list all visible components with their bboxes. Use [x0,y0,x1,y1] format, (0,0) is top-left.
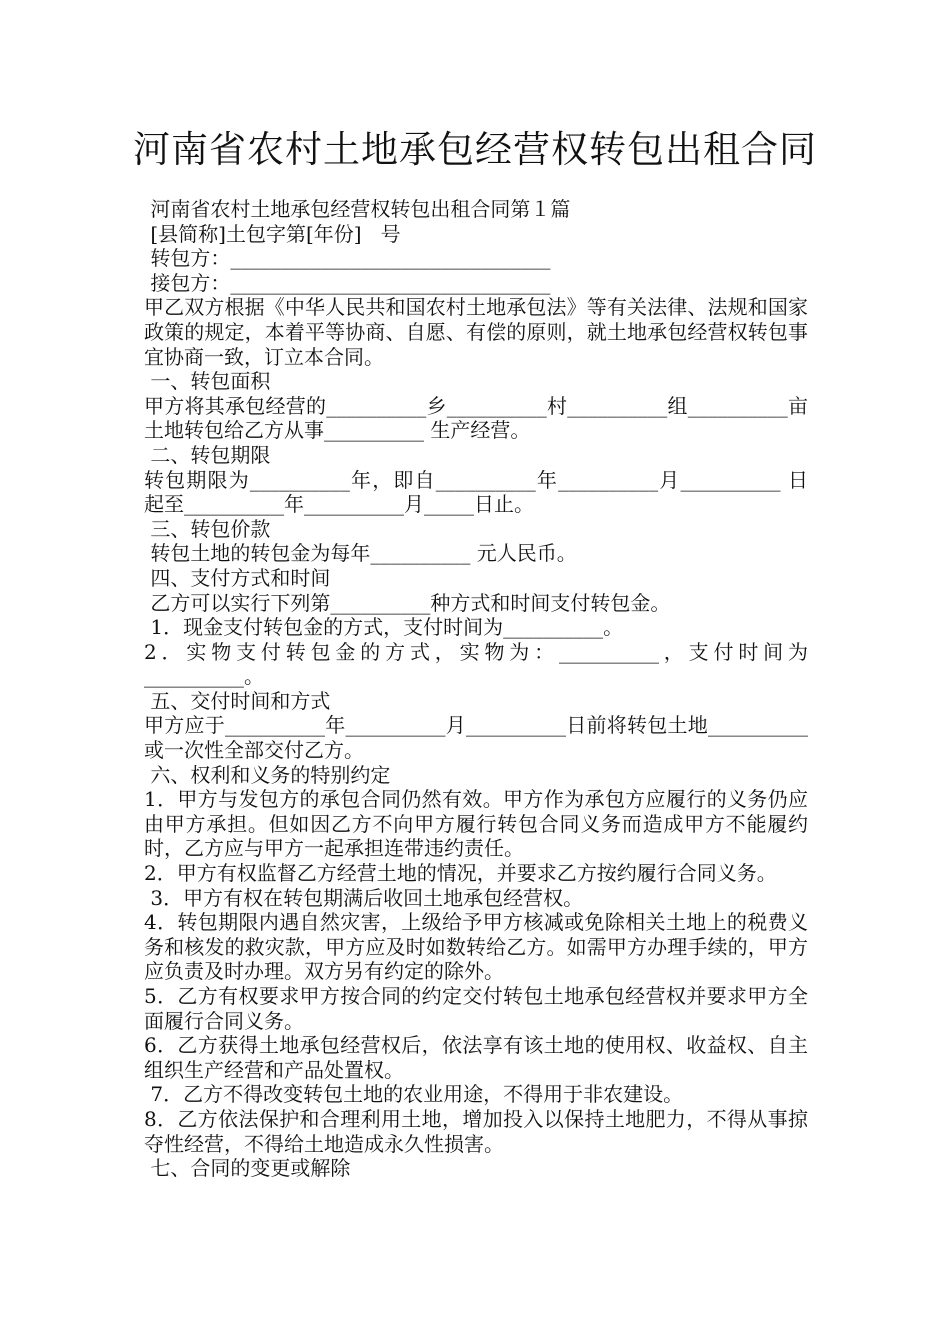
contract-line: [县简称]土包字第[年份] 号 [144,221,401,246]
contract-line: 四、支付方式和时间 [144,565,331,590]
contract-line: 乙方可以实行下列第__________种方式和时间支付转包金。 [144,590,671,615]
contract-line: 二、转包期限 [144,442,271,467]
contract-paragraph: 转包期限为__________年，即自__________年__________月__________ 日起至__________年__________月_____日止。 [144,467,808,517]
contract-paragraph: 5．乙方有权要求甲方按合同的约定交付转包土地承包经营权并要求甲方全面履行合同义务。 [144,984,808,1033]
contract-line: 七、合同的变更或解除 [144,1156,351,1181]
document-title: 河南省农村土地承包经营权转包出租合同 [133,128,817,171]
contract-line: 7．乙方不得改变转包土地的农业用途，不得用于非农建设。 [144,1082,684,1107]
contract-paragraph: 4．转包期限内遇自然灾害，上级给予甲方核减或免除相关土地上的税费义务和核发的救灾款，甲方应及时如数转给乙方。如需甲方办理手续的，甲方应负责及时办理。双方另有约定的除外。 [144,910,808,984]
contract-paragraph: 8．乙方依法保护和合理利用土地，增加投入以保持土地肥力，不得从事掠夺性经营，不得给土地造成永久性损害。 [144,1106,808,1156]
contract-paragraph: 甲方应于__________年__________月__________日前将转包土地__________或一次性全部交付乙方。 [144,713,808,763]
contract-line: 1．现金支付转包金的方式，支付时间为__________。 [144,615,624,640]
contract-paragraph: 2．甲方有权监督乙方经营土地的情况，并要求乙方按约履行合同义务。 [144,861,777,886]
contract-line: 三、转包价款 [144,516,271,541]
contract-line: 3．甲方有权在转包期满后收回土地承包经营权。 [144,885,584,910]
contract-line: 六、权利和义务的特别约定 [144,762,391,787]
contract-paragraph: 2．实物支付转包金的方式，实物为：__________，支付时间为__________。 [144,639,808,689]
contract-paragraph: 6．乙方获得土地承包经营权后，依法享有该土地的使用权、收益权、自主组织生产经营和产品处置权。 [144,1033,808,1082]
contract-line: 河南省农村土地承包经营权转包出租合同第１篇 [144,197,571,221]
contract-paragraph: 甲乙双方根据《中华人民共和国农村土地承包法》等有关法律、法规和国家政策的规定，本着平等协商、自愿、有偿的原则，就土地承包经营权转包事宜协商一致，订立本合同。 [144,295,808,369]
contract-line: 转包方：________________________________ [144,246,551,271]
contract-paragraph: 1．甲方与发包方的承包合同仍然有效。甲方作为承包方应履行的义务仍应由甲方承担。但如因乙方不向甲方履行转包合同义务而造成甲方不能履约时，乙方应与甲方一起承担连带违约责任。 [144,787,808,861]
contract-line: 一、转包面积 [144,369,271,394]
contract-line: 接包方：________________________________ [144,270,551,295]
document-body [144,197,808,1181]
contract-line: 五、交付时间和方式 [144,688,331,713]
contract-line: 转包土地的转包金为每年__________ 元人民币。 [144,541,577,566]
contract-paragraph: 甲方将其承包经营的__________乡__________村__________组__________亩土地转包给乙方从事__________ 生产经营。 [144,393,808,443]
